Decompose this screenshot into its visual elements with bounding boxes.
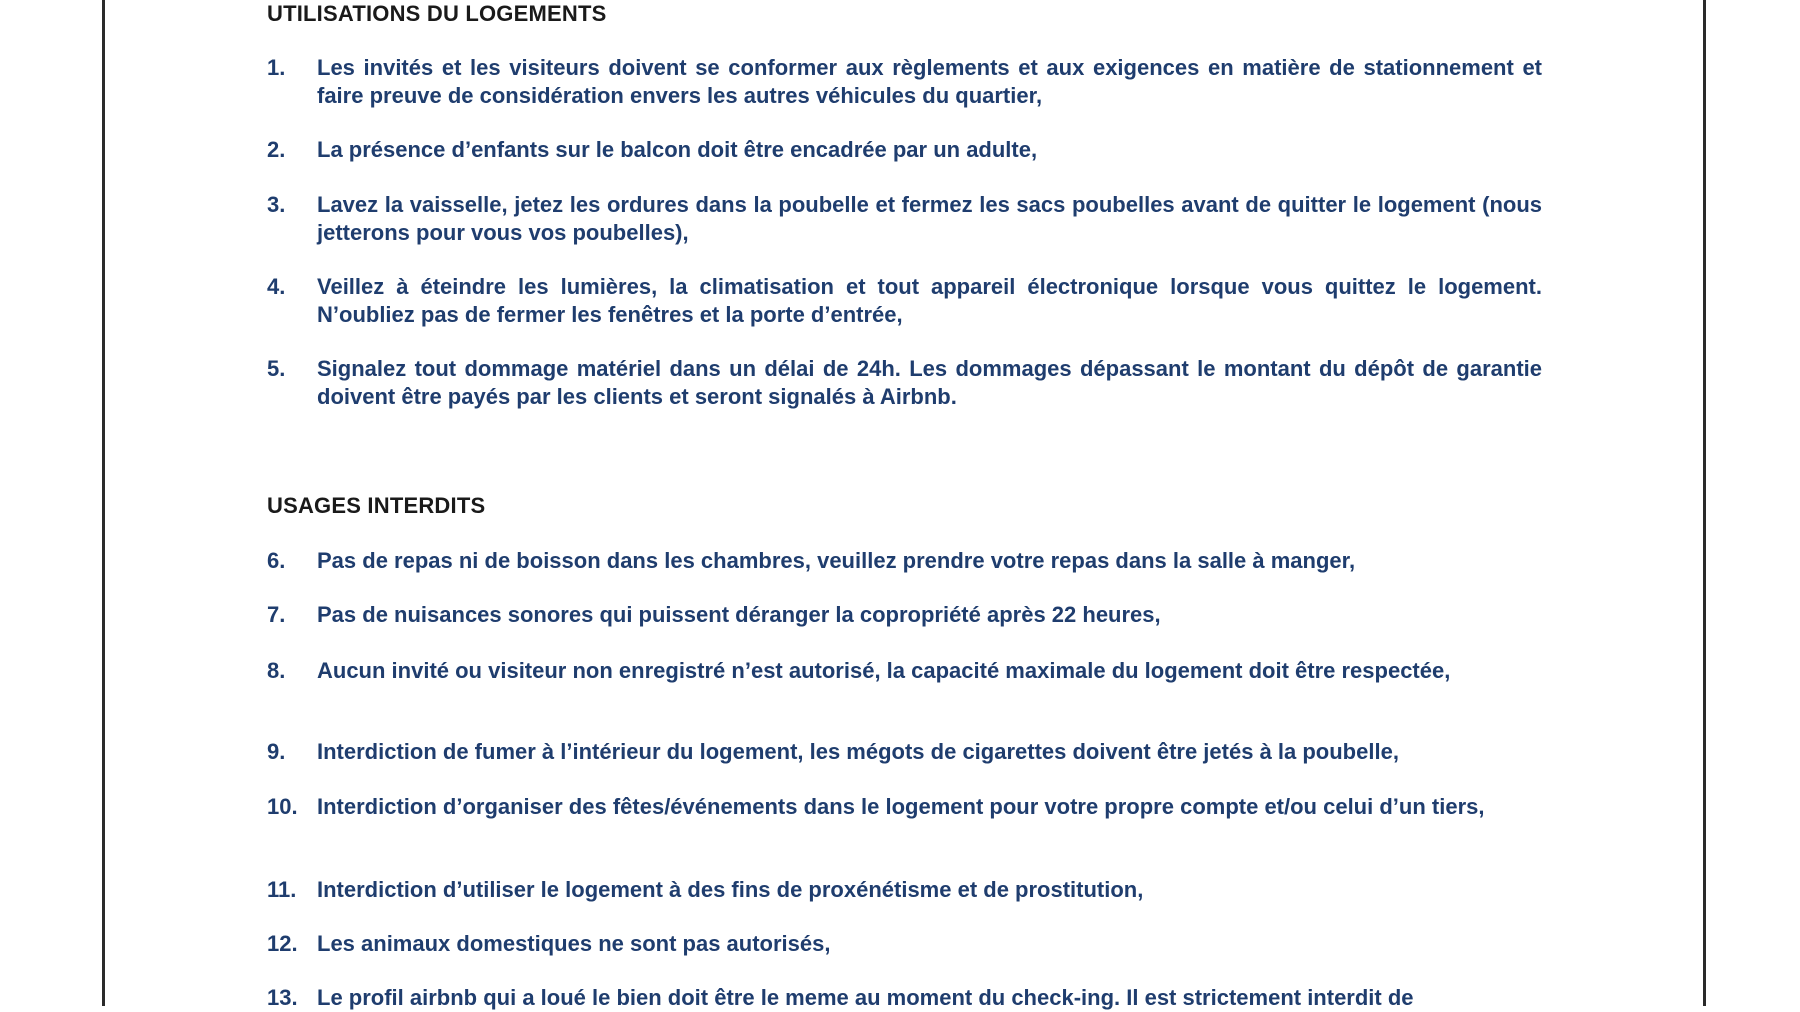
- list-item-number: 13.: [267, 985, 298, 1010]
- list-item-number: 7.: [267, 602, 286, 627]
- list-item-text: Lavez la vaisselle, jetez les ordures dans la poubelle et fermez les sacs poubelles avant de quitter le logement (nous jetterons pour vous vos poubelles),: [317, 192, 1542, 245]
- list-item-text: Pas de nuisances sonores qui puissent déranger la copropriété après 22 heures,: [317, 602, 1161, 627]
- list-item-number: 6.: [267, 548, 286, 573]
- list-item-text: Veillez à éteindre les lumières, la climatisation et tout appareil électronique lorsque vous quittez le logement. N’oubliez pas de fermer les fenêtres et la porte d’entrée,: [317, 274, 1542, 327]
- list-item-number: 9.: [267, 739, 286, 764]
- list-item-text: Interdiction de fumer à l’intérieur du logement, les mégots de cigarettes doivent être jetés à la poubelle,: [317, 739, 1399, 764]
- section-heading-utilisations: UTILISATIONS DU LOGEMENTS: [267, 1, 607, 26]
- list-item-text: Les invités et les visiteurs doivent se conformer aux règlements et aux exigences en matière de stationnement et faire preuve de considération envers les autres véhicules du quartier,: [317, 55, 1542, 108]
- list-item-number: 1.: [267, 55, 286, 80]
- list-item-number: 11.: [267, 877, 297, 902]
- list-item-number: 12.: [267, 931, 298, 956]
- list-item-number: 5.: [267, 356, 286, 381]
- section-heading-usages-interdits: USAGES INTERDITS: [267, 493, 486, 518]
- list-item-text: Signalez tout dommage matériel dans un délai de 24h. Les dommages dépassant le montant du dépôt de garantie doivent être payés par les clients et seront signalés à Airbnb.: [317, 356, 1542, 409]
- list-item-number: 2.: [267, 137, 286, 162]
- list-item-text: Les animaux domestiques ne sont pas autorisés,: [317, 931, 831, 956]
- list-item-number: 3.: [267, 192, 286, 217]
- list-item-text: La présence d’enfants sur le balcon doit être encadrée par un adulte,: [317, 137, 1038, 162]
- list-item-number: 8.: [267, 658, 286, 683]
- list-item-number: 4.: [267, 274, 286, 299]
- list-item-text: Pas de repas ni de boisson dans les chambres, veuillez prendre votre repas dans la salle à manger,: [317, 548, 1356, 573]
- list-item-text: Interdiction d’organiser des fêtes/événements dans le logement pour votre propre compte et/ou celui d’un tiers,: [317, 794, 1485, 819]
- list-item-text: Interdiction d’utiliser le logement à des fins de proxénétisme et de prostitution,: [317, 877, 1144, 902]
- list-item-number: 10.: [267, 794, 298, 819]
- list-item-text: Le profil airbnb qui a loué le bien doit être le meme au moment du check-ing. Il est strictement interdit de: [317, 985, 1414, 1010]
- list-item-text: Aucun invité ou visiteur non enregistré n’est autorisé, la capacité maximale du logement doit être respectée,: [317, 658, 1451, 683]
